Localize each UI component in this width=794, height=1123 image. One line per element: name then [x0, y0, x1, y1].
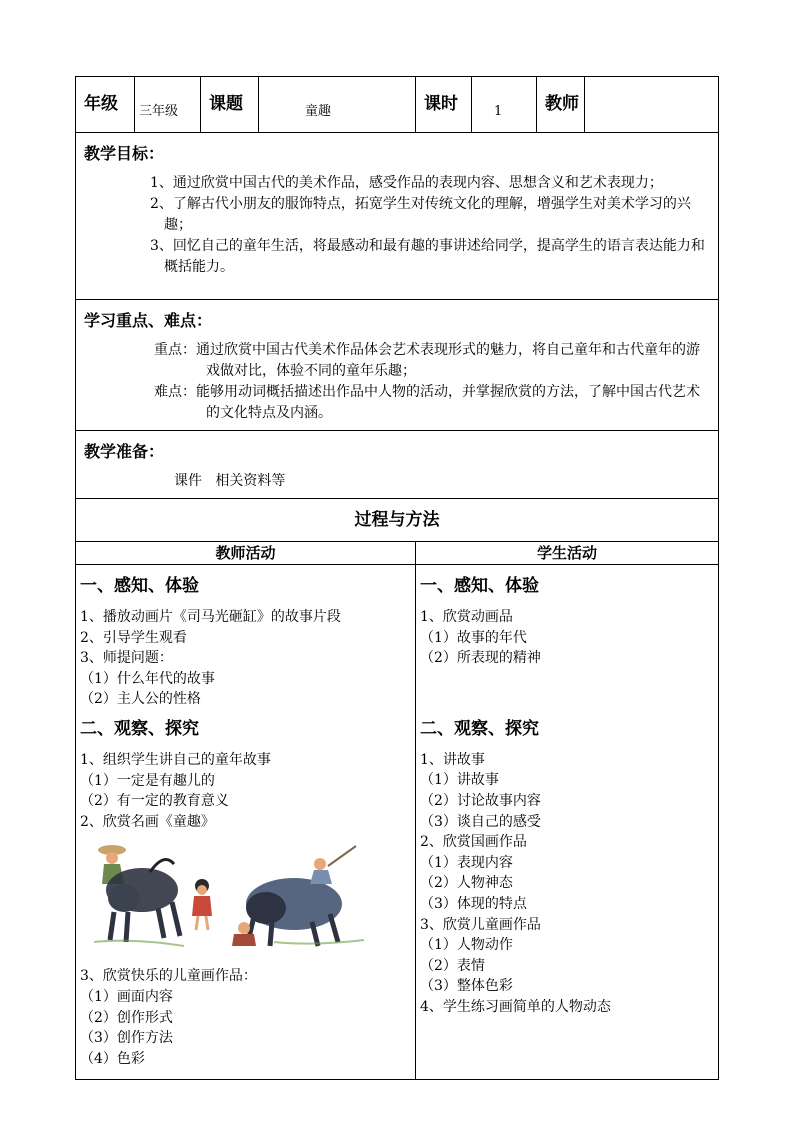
list-item: （2）人物神态	[420, 875, 513, 892]
goal-item: 2、了解古代小朋友的服饰特点，拓宽学生对传统文化的理解，增强学生对美术学习的兴趣；	[150, 196, 691, 233]
list-item: （3）体现的特点	[420, 895, 527, 912]
list-item: （2）表情	[420, 957, 485, 974]
keypoint-focus: 重点：通过欣赏中国古代美术作品体会艺术表现形式的魅力，将自己童年和古代童年的游戏做对比，体验不同的童年乐趣；	[154, 342, 700, 379]
teacher-activity-column	[76, 565, 416, 1080]
list-item: （2）主人公的性格	[80, 691, 201, 708]
list-item: （1）人物动作	[420, 937, 513, 954]
buffalo-painting-image	[94, 842, 374, 952]
keypoint-difficulty: 难点：能够用动词概括描述出作品中人物的活动，并掌握欣赏的方法，了解中国古代艺术的文化特点及内涵。	[154, 384, 700, 421]
column-head-row	[76, 542, 719, 565]
process-title: 过程与方法	[76, 499, 719, 542]
header-row	[76, 77, 719, 133]
list-item: 2、欣赏名画《童趣》	[80, 813, 215, 830]
hours-label: 课时	[416, 77, 472, 133]
list-item: （1）表现内容	[420, 854, 513, 871]
list-item: 1、播放动画片《司马光砸缸》的故事片段	[80, 609, 341, 625]
list-item: 3、欣赏儿童画作品	[420, 916, 541, 933]
goals-row	[76, 133, 719, 300]
list-item: （4）色彩	[80, 1050, 145, 1067]
prep-row	[76, 431, 719, 499]
list-item: （1）什么年代的故事	[80, 670, 215, 687]
keypoints-row	[76, 300, 719, 431]
list-item: （3）整体色彩	[420, 978, 513, 995]
list-item: （2）所表现的精神	[420, 650, 541, 667]
list-item: 1、欣赏动画品	[420, 609, 513, 625]
goal-item: 3、回忆自己的童年生活，将最感动和最有趣的事讲述给同学，提高学生的语言表达能力和概括能力。	[150, 238, 705, 275]
list-item: （3）谈自己的感受	[420, 813, 541, 830]
hours-value: 1	[472, 77, 537, 133]
grade-label: 年级	[76, 77, 135, 133]
goal-item: 1、通过欣赏中国古代的美术作品，感受作品的表现内容、思想含义和艺术表现力；	[150, 175, 663, 191]
list-item: 2、引导学生观看	[80, 629, 187, 646]
lesson-table	[75, 76, 719, 1080]
student-activity-column	[416, 565, 719, 1080]
list-item: 4、学生练习画简单的人物动态	[420, 998, 611, 1015]
list-item: （2）创作形式	[80, 1009, 173, 1026]
teacher-label: 教师	[537, 77, 585, 133]
student-section-2-title: 二、观察、探究	[420, 718, 539, 739]
student-section-1-title: 一、感知、体验	[420, 576, 539, 596]
topic-value: 童趣	[259, 77, 416, 133]
teacher-value	[585, 77, 719, 133]
teacher-activity-head: 教师活动	[76, 542, 416, 565]
list-item: （1）讲故事	[420, 772, 499, 789]
list-item: （1）画面内容	[80, 988, 173, 1005]
topic-label: 课题	[201, 77, 259, 133]
list-item: （2）有一定的教育意义	[80, 793, 229, 810]
process-title-row	[76, 499, 719, 542]
list-item: 3、欣赏快乐的儿童画作品：	[80, 968, 257, 985]
list-item: 1、讲故事	[420, 751, 485, 768]
goals-title: 教学目标：	[84, 144, 165, 163]
list-item: 2、欣赏国画作品	[420, 834, 527, 851]
student-activity-head: 学生活动	[416, 542, 719, 565]
teacher-section-1-title: 一、感知、体验	[80, 576, 199, 596]
activity-row	[76, 565, 719, 1080]
painting-illustration	[94, 842, 374, 952]
list-item: （1）一定是有趣儿的	[80, 772, 215, 789]
list-item: （3）创作方法	[80, 1030, 173, 1047]
grade-value: 三年级	[135, 77, 201, 133]
list-item: （1）故事的年代	[420, 629, 527, 646]
prep-content: 课件 相关资料等	[174, 473, 286, 489]
keypoints-title: 学习重点、难点：	[84, 311, 213, 330]
lesson-plan	[75, 76, 718, 1080]
prep-title: 教学准备：	[84, 442, 165, 461]
list-item: 1、组织学生讲自己的童年故事	[80, 751, 271, 768]
teacher-section-2-title: 二、观察、探究	[80, 718, 199, 739]
list-item: 3、师提问题：	[80, 650, 173, 667]
list-item: （2）讨论故事内容	[420, 792, 541, 809]
